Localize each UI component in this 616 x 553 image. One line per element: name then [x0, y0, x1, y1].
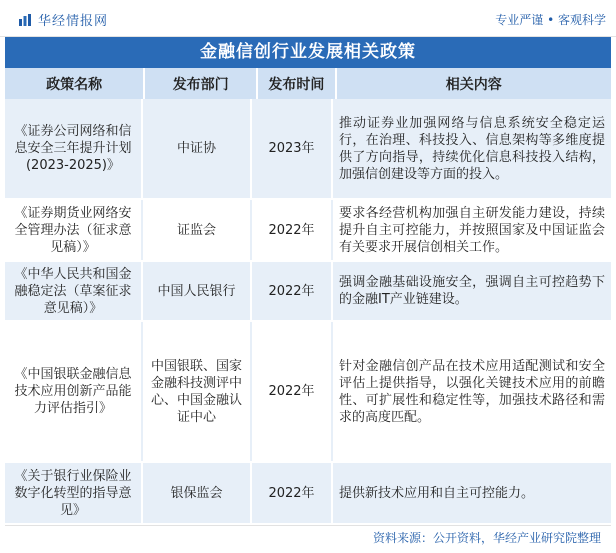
- table-title: 金融信创行业发展相关政策: [5, 37, 611, 68]
- policy-name: 《证券期货业网络安全管理办法（征求意见稿）》: [5, 200, 143, 260]
- policy-name: 《中国银联金融信息技术应用创新产品能力评估指引》: [5, 322, 143, 461]
- policy-content: 提供新技术应用和自主可控能力。: [339, 485, 535, 501]
- table-body: [5, 99, 611, 525]
- table-row: [5, 463, 611, 525]
- policy-department: 中国银联、国家金融科技测评中心、中国金融认证中心: [143, 322, 252, 461]
- policy-date: 2022年: [252, 463, 333, 523]
- policy-content: 推动证券业加强网络与信息系统安全稳定运行，在治理、科技投入、信息架构等多维度提供了方向指导，持续优化信息科技投入结构，加强信创建设等方面的投入。: [339, 115, 605, 182]
- policy-name: 《关于银行业保险业数字化转型的指导意见》: [5, 463, 143, 523]
- brand-name: 华经情报网: [38, 14, 109, 29]
- policy-name: 《中华人民共和国金融稳定法（草案征求意见稿）》: [5, 262, 143, 320]
- header-content: 相关内容: [445, 76, 502, 93]
- header-policy-name: 政策名称: [5, 68, 145, 99]
- table-header: [5, 68, 611, 99]
- policy-date: 2023年: [252, 99, 333, 198]
- header-department: 发布部门: [145, 68, 258, 99]
- footer: [5, 525, 611, 548]
- policy-name: 《证券公司网络和信息安全三年提升计划(2023-2025)》: [5, 99, 143, 198]
- policy-content: 要求各经营机构加强自主研发能力建设，持续提升自主可控能力，并按照国家及中国证监会有关要求开展信创相关工作。: [339, 205, 605, 255]
- table-row: [5, 322, 611, 463]
- brand[interactable]: [18, 10, 108, 29]
- policy-date: 2022年: [252, 200, 333, 260]
- header-date: 发布时间: [258, 68, 336, 99]
- policy-content: 针对金融信创产品在技术应用适配测试和安全评估上提供指导，以强化关键技术应用的前瞻性、可扩展性和稳定性等，加强技术路径和需求的高度匹配。: [339, 358, 605, 425]
- table-row: [5, 99, 611, 200]
- table-row: [5, 200, 611, 262]
- table-row: [5, 262, 611, 322]
- top-bar: [0, 0, 616, 37]
- source-note: 资料来源：公开资料，华经产业研究院整理: [372, 531, 601, 545]
- policy-department: 银保监会: [143, 463, 252, 523]
- brand-slogan: 专业严谨 • 客观科学: [495, 13, 606, 27]
- brand-logo-icon: [18, 13, 32, 27]
- policy-date: 2022年: [252, 262, 333, 320]
- policy-content: 强调金融基础设施安全，强调自主可控趋势下的金融IT产业链建设。: [339, 275, 605, 307]
- policy-date: 2022年: [252, 322, 333, 461]
- policy-department: 证监会: [143, 200, 252, 260]
- policy-department: 中国人民银行: [143, 262, 252, 320]
- policy-department: 中证协: [143, 99, 252, 198]
